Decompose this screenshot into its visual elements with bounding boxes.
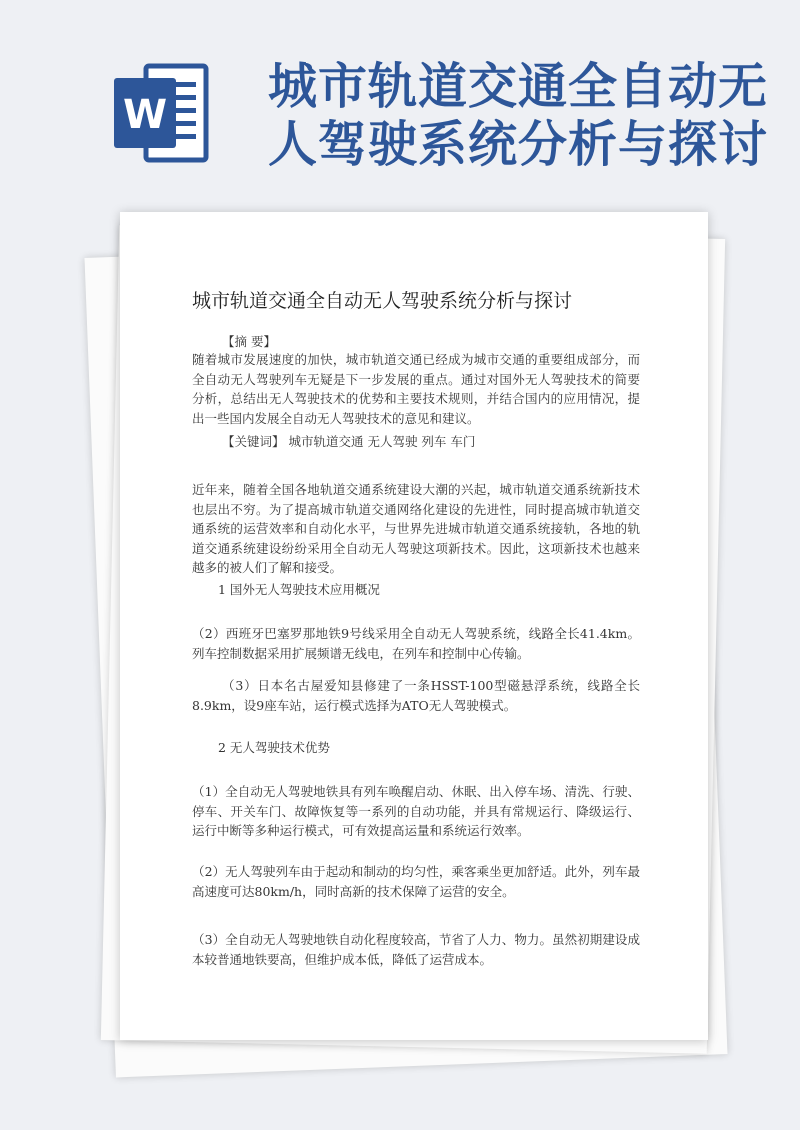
document-page [120, 212, 708, 1040]
document-title: 城市轨道交通全自动无人驾驶系统分析与探讨 [192, 290, 573, 312]
section-1-paragraph-2: （2）西班牙巴塞罗那地铁9号线采用全自动无人驾驶系统，线路全长41.4km。列车控制数据采用扩展频谱无线电，在列车和控制中心传输。 [192, 626, 640, 661]
word-document-icon [112, 60, 212, 166]
abstract-label: 【摘 要】 [222, 334, 276, 349]
section-1-heading: 1 国外无人驾驶技术应用概况 [218, 582, 380, 597]
banner-title [268, 58, 788, 174]
abstract-text: 随着城市发展速度的加快，城市轨道交通已经成为城市交通的重要组成部分，而全自动无人驾驶列车无疑是下一步发展的重点。通过对国外无人驾驶技术的简要分析，总结出无人驾驶技术的优势和主要技术规则，并结合国内的应用情况，提出一些国内发展全自动无人驾驶技术的意见和建议。 [192, 352, 640, 426]
section-2-paragraph-3: （3）全自动无人驾驶地铁自动化程度较高，节省了人力、物力。虽然初期建设成本较普通地铁要高，但维护成本低，降低了运营成本。 [192, 932, 640, 967]
section-2-paragraph-2: （2）无人驾驶列车由于起动和制动的均匀性，乘客乘坐更加舒适。此外，列车最高速度可达80km/h，同时高新的技术保障了运营的安全。 [192, 864, 640, 899]
keywords: 【关键词】 城市轨道交通 无人驾驶 列车 车门 [222, 434, 476, 449]
svg-text:W: W [122, 92, 168, 138]
intro-paragraph: 近年来，随着全国各地轨道交通系统建设大潮的兴起，城市轨道交通系统新技术也层出不穷。为了提高城市轨道交通网络化建设的先进性，同时提高城市轨道交通系统的运营效率和自动化水平，与世界先进城市轨道交通系统接轨，各地的轨道交通系统建设纷纷采用全自动无人驾驶这项新技术。因此，这项新技术也越来越多的被人们了解和接受。 [192, 482, 640, 575]
section-1-paragraph-3: （3）日本名古屋爱知县修建了一条HSST-100型磁悬浮系统，线路全长8.9km，设9座车站，运行模式选择为ATO无人驾驶模式。 [192, 678, 640, 713]
banner-title-line-2: 人驾驶系统分析与探讨 [268, 116, 769, 173]
banner-title-line-1: 城市轨道交通全自动无 [268, 58, 769, 115]
section-2-heading: 2 无人驾驶技术优势 [218, 740, 330, 755]
section-2-paragraph-1: （1）全自动无人驾驶地铁具有列车唤醒启动、休眠、出入停车场、清洗、行驶、停车、开关车门、故障恢复等一系列的自动功能，并具有常规运行、降级运行、运行中断等多种运行模式，可有效提高运量和系统运行效率。 [192, 784, 640, 838]
